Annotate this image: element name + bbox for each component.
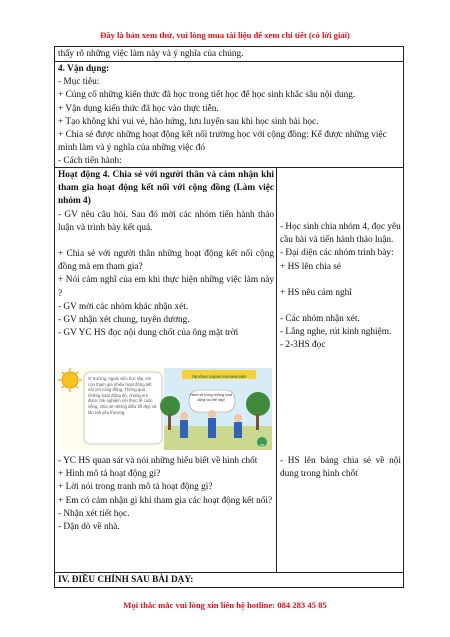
- student-step: - Các nhóm nhận xét.: [280, 314, 360, 325]
- table-row-continuation: [54, 46, 404, 62]
- teacher-step: + Hình mô tả hoạt động gì?: [58, 469, 161, 480]
- illustration-sign: Hành vệ trong những hoạt động vui thể này!: [190, 393, 232, 402]
- continuation-text: thấy rõ những việc làm này và ý nghĩa của chúng.: [58, 49, 244, 59]
- section-iv-title: IV. ĐIỀU CHỈNH SAU BÀI DẠY:: [58, 575, 194, 585]
- teacher-step: + Em có cảm nhận gì khi tham gia các hoạt động kết nối?: [58, 495, 273, 506]
- illustration-banner: TRƯỜNG CHÚNG EM NHÌN ĐẸP: [191, 375, 247, 379]
- teacher-step: - GV nhận xét chung, tuyên dương.: [58, 315, 190, 326]
- activity-title: Hoạt động 4. Chia sẻ với người thân và cảm nhận khi tham gia hoạt động kết nối với cộng đồng (Làm việc nhóm 4): [58, 170, 274, 207]
- table-row-section4: [54, 61, 404, 168]
- student-step: - Học sinh chia nhóm 4, đọc yêu cầu bài và tiến hành thảo luận.: [280, 222, 401, 246]
- teacher-step: - Nhận xét tiết học.: [58, 508, 130, 519]
- section4-line: + Củng cố những kiến thức đã học trong tiết học để học sinh khắc sâu nội dung.: [58, 90, 356, 101]
- illustration-page-number: 25: [259, 443, 265, 448]
- teacher-step: + Nói cảm nghĩ của em khi thực hiện những việc làm này ?: [58, 275, 274, 299]
- teacher-column-2: [55, 455, 277, 534]
- teacher-step: - GV YC HS đọc nội dung chốt của ông mặt trời: [58, 328, 239, 339]
- student-step: + HS nêu cảm nghĩ: [280, 287, 352, 298]
- section4-line: + Vận dụng kiến thức đã học vào thực tiễn.: [58, 103, 219, 114]
- table-row-section-iv: [54, 572, 404, 588]
- teacher-step: - GV mời các nhóm khác nhận xét.: [58, 301, 189, 312]
- sun-speech-text: Ở trường, ngoài việc học tập, em còn tham gia nhiều hoạt động kết nối với cộng đồng. Thông qua những hoạt động đó, chúng em được trải nghiệm với thực tế cuộc sống, chia sẻ những điều tốt đẹp và lan toả yêu thương.: [88, 376, 157, 415]
- textbook-illustration: [58, 368, 272, 450]
- teacher-column: [55, 169, 277, 340]
- section4-line: + Chia sẻ được những hoạt động kết nối trường học với cộng đồng: Kể được những việc mình làm và ý nghĩa của những việc đó: [58, 130, 387, 154]
- student-step: - Lắng nghe, rút kinh nghiệm.: [280, 327, 392, 338]
- teacher-step: + Chia sẻ với người thân những hoạt động kết nối cộng đồng mà em tham gia?: [58, 249, 274, 273]
- teacher-step: - Dặn dò về nhà.: [58, 522, 120, 533]
- table-row-activity: [54, 167, 404, 573]
- teacher-step: - GV nêu câu hỏi. Sau đó mời các nhóm tiến hành thảo luận và trình bày kết quả.: [58, 209, 274, 233]
- teacher-step: - YC HS quan sát và nói những hiểu biết về hình chốt: [58, 456, 258, 466]
- section4-line: - Cách tiến hành:: [58, 156, 122, 167]
- teacher-step: + Lời nói trong tranh mô tả hoạt động gì?: [58, 482, 213, 493]
- student-step: - HS lên bảng chia sẻ về nội dung trong hình chốt: [280, 456, 401, 480]
- section4-title: 4. Vận dụng:: [58, 64, 110, 74]
- student-step: - 2-3HS đọc: [280, 340, 326, 351]
- section4-line: - Mục tiêu:: [58, 77, 100, 88]
- hotline-notice: Mọi thắc mắc vui lòng xin liên hệ hotline: 084 283 45 85: [123, 600, 327, 610]
- student-step: + HS lên chia sẻ: [280, 261, 342, 272]
- student-column-2: [277, 455, 404, 481]
- student-step: - Đại diện các nhóm trình bày:: [280, 248, 394, 259]
- section4-line: + Tạo không khí vui vẻ, hào hứng, lưu luyến sau khi học sinh bài học.: [58, 116, 319, 127]
- preview-notice: Đây là bản xem thử, vui lòng mua tài liệu để xem chi tiết (có lời giải): [100, 30, 350, 40]
- student-column: [277, 221, 404, 353]
